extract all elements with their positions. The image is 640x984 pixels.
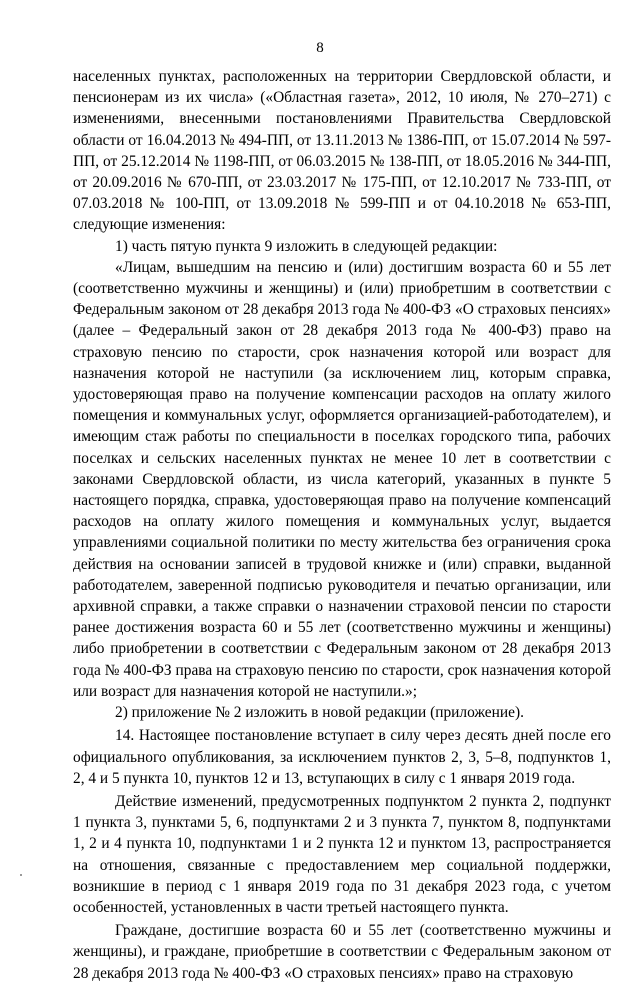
paragraph-continuation: населенных пунктах, расположенных на территории Свердловской области, и пенсионерам из их числа» («Областная газета», 2012, 10 июля, № 270–271) с изменениями, внесенными постановлениями Правительства Свердловской области от 16.04.2013 № 494-ПП, от 13.11.2013 № 1386-ПП, от 15.07.2014 № 597-ПП, от 25.12.2014 № 1198-ПП, от 06.03.2015 № 138-ПП, от 18.05.2016 № 344-ПП, от 20.09.2016 № 670-ПП, от 23.03.2017 № 175-ПП, от 12.10.2017 № 733-ПП, от 07.03.2018 № 100-ПП, от 13.09.2018 № 599-ПП и от 04.10.2018 № 653-ПП, следующие изменения: (73, 68, 611, 234)
paragraph-point-14: 14. Настоящее постановление вступает в силу через десять дней после его официального опубликования, за исключением пунктов 2, 3, 5–8, подпунктов 1, 2, 4 и 5 пункта 10, пунктов 12 и 13, вступающих в силу с 1 января 2019 года. (73, 727, 611, 787)
page-number: 8 (316, 40, 324, 56)
paragraph-quoted-text: «Лицам, вышедшим на пенсию и (или) достигшим возраста 60 и 55 лет (соответственно мужчины и женщины) и (или) приобретшим в соответствии с Федеральным законом от 28 декабря 2013 года № 400-ФЗ «О страховых пенсиях» (далее – Федеральный закон от 28 декабря 2013 года № 400-ФЗ) право на страховую пенсию по старости, срок назначения которой или возраст для назначения которой не наступили (за исключением лиц, которым справка, удостоверяющая право на получение компенсации расходов на оплату жилого помещения и коммунальных услуг, оформляется организацией-работодателем), и имеющим стаж работы по специальности в поселках городского типа, рабочих поселках и сельских населенных пунктах не менее 10 лет в соответствии с законами Свердловской области, из числа категорий, указанных в пункте 5 настоящего порядка, справка, удостоверяющая право на получение компенсаций расходов на оплату жилого помещения и коммунальных услуг, выдается управлениями социальной политики по месту жительства без ограничения срока действия на основании записей в трудовой книжке и (или) справки, выданной работодателем, заверенной подписью руководителя и печатью организации, или архивной справки, а также справки о назначении страховой пенсии по старости ранее достижения возраста 60 и 55 лет (соответственно мужчины и женщины) либо приобретении в соответствии с Федеральным законом от 28 декабря 2013 года № 400-ФЗ права на страховую пенсию по старости, срок назначения которой или возраст для назначения которой не наступили.»; (73, 258, 611, 700)
paragraph-item-2: 2) приложение № 2 изложить в новой редакции (приложение). (115, 704, 524, 722)
document-body (73, 66, 611, 984)
paragraph-citizens: Граждане, достигшие возраста 60 и 55 лет (соответственно мужчины и женщины), и граждане, приобретшие в соответствии с Федеральным законом от 28 декабря 2013 года № 400-ФЗ «О страховых пенсиях» право на страховую (73, 922, 611, 982)
scan-artifact (20, 874, 22, 876)
paragraph-effect-of-changes: Действие изменений, предусмотренных подпунктом 2 пункта 2, подпункт 1 пункта 3, пунктами 5, 6, подпунктами 2 и 3 пункта 7, пунктом 8, подпунктами 1, 2 и 4 пункта 10, подпунктами 1 и 2 пункта 12 и пунктом 13, распространяется на отношения, связанные с предоставлением мер социальной поддержки, возникшие в период с 1 января 2019 года по 31 декабря 2023 года, с учетом особенностей, установленных в части третьей настоящего пункта. (73, 792, 611, 916)
paragraph-item-1: 1) часть пятую пункта 9 изложить в следующей редакции: (115, 237, 498, 255)
